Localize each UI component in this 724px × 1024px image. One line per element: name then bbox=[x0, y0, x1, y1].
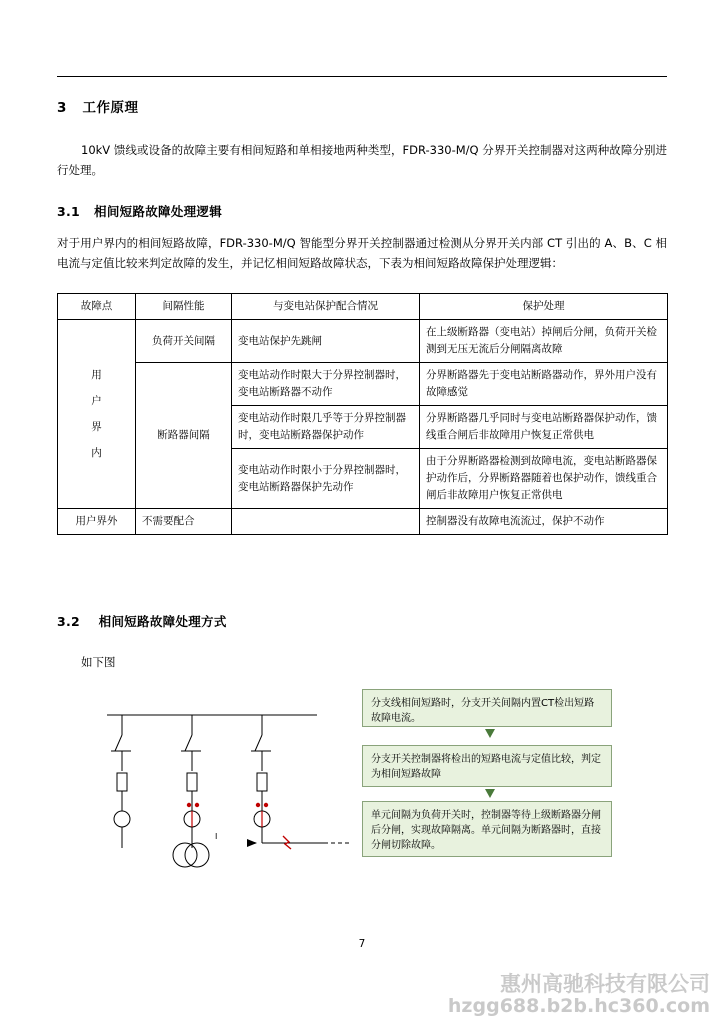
section-3-1-paragraph: 对于用户界内的相间短路故障，FDR-330-M/Q 智能型分界开关控制器通过检测从分界开关内部 CT 引出的 A、B、C 相电流与定值比较来判定故障的发生，并记忆相间短路故障状态，下表为相间短路故障保护处理逻辑： bbox=[57, 236, 667, 270]
cell-coordination-0: 变电站保护先跳闸 bbox=[232, 320, 420, 363]
flow-arrow-2-icon bbox=[485, 789, 495, 798]
flow-step-3: 单元间隔为负荷开关时，控制器等待上级断路器分闸后分闸，实现故障隔离。单元间隔为断路器时，直接分闸切除故障。 bbox=[362, 801, 612, 857]
fault-point-inside-char-1: 用 bbox=[91, 369, 102, 381]
section-3-intro: 10kV 馈线或设备的故障主要有相间短路和单相接地两种类型，FDR-330-M/Q 分界开关控制器对这两种故障分别进行处理。 bbox=[57, 143, 667, 177]
flow-step-1: 分支线相间短路时，分支开关间隔内置CT检出短路故障电流。 bbox=[362, 689, 612, 727]
section-3-2-heading bbox=[57, 612, 227, 630]
fault-point-inside-char-2: 户 bbox=[91, 395, 102, 407]
header-divider bbox=[57, 76, 667, 77]
cell-protection-2: 分界断路器几乎同时与变电站断路器保护动作，馈线重合闸后非故障用户恢复正常供电 bbox=[420, 406, 668, 449]
table-header-protection: 保护处理 bbox=[420, 294, 668, 320]
cell-protection-1: 分界断路器先于变电站断路器动作，界外用户没有故障感觉 bbox=[420, 363, 668, 406]
cell-fault-point-outside: 用户界外 bbox=[58, 509, 136, 535]
flow-step-2: 分支开关控制器将检出的短路电流与定值比较，判定为相间短路故障 bbox=[362, 745, 612, 787]
fault-handling-diagram bbox=[57, 683, 667, 893]
section-3-2-number: 3.2 bbox=[57, 614, 81, 629]
watermark-url: hzgg688.b2b.hc360.com bbox=[447, 995, 710, 1018]
flow-arrow-1-icon bbox=[485, 729, 495, 738]
cell-coordination-3: 变电站动作时限小于分界控制器时，变电站断路器保护先动作 bbox=[232, 449, 420, 509]
table-row bbox=[58, 509, 668, 535]
section-3-title: 工作原理 bbox=[82, 100, 139, 116]
cell-interval-none: 不需要配合 bbox=[136, 509, 232, 535]
cell-protection-3: 由于分界断路器检测到故障电流，变电站断路器保护动作后，分界断路器随着也保护动作，馈线重合闸后非故障用户恢复正常供电 bbox=[420, 449, 668, 509]
table-header-fault-point: 故障点 bbox=[58, 294, 136, 320]
section-3-2-caption: 如下图 bbox=[81, 655, 116, 669]
page-title bbox=[57, 96, 139, 116]
section-3-number: 3 bbox=[57, 100, 67, 116]
cell-interval-breaker: 断路器间隔 bbox=[136, 363, 232, 509]
table-header-coordination: 与变电站保护配合情况 bbox=[232, 294, 420, 320]
section-3-1-title: 相间短路故障处理逻辑 bbox=[94, 204, 223, 219]
watermark-company: 惠州高驰科技有限公司 bbox=[500, 972, 710, 997]
circuit-schematic bbox=[97, 693, 367, 893]
svg-text:I: I bbox=[215, 832, 218, 841]
cell-interval-load-switch: 负荷开关间隔 bbox=[136, 320, 232, 363]
cell-protection-0: 在上级断路器（变电站）掉闸后分闸，负荷开关检测到无压无流后分闸隔离故障 bbox=[420, 320, 668, 363]
table-header-interval: 间隔性能 bbox=[136, 294, 232, 320]
watermark bbox=[448, 972, 710, 1018]
section-3-2-title: 相间短路故障处理方式 bbox=[98, 614, 227, 629]
table-header-row bbox=[58, 294, 668, 320]
fault-logic-table bbox=[57, 293, 668, 535]
cell-protection-4: 控制器没有故障电流流过，保护不动作 bbox=[420, 509, 668, 535]
fault-point-inside-char-3: 界 bbox=[91, 421, 102, 433]
cell-fault-point-inside bbox=[58, 320, 136, 509]
page-number: 7 bbox=[358, 938, 366, 950]
section-3-1-number: 3.1 bbox=[57, 204, 81, 219]
table-row bbox=[58, 320, 668, 363]
section-3-1-heading bbox=[57, 202, 222, 220]
cell-coordination-1: 变电站动作时限大于分界控制器时，变电站断路器不动作 bbox=[232, 363, 420, 406]
cell-coordination-2: 变电站动作时限几乎等于分界控制器时，变电站断路器保护动作 bbox=[232, 406, 420, 449]
fault-point-inside-char-4: 内 bbox=[91, 447, 102, 459]
cell-coordination-4 bbox=[232, 509, 420, 535]
table-row bbox=[58, 363, 668, 406]
